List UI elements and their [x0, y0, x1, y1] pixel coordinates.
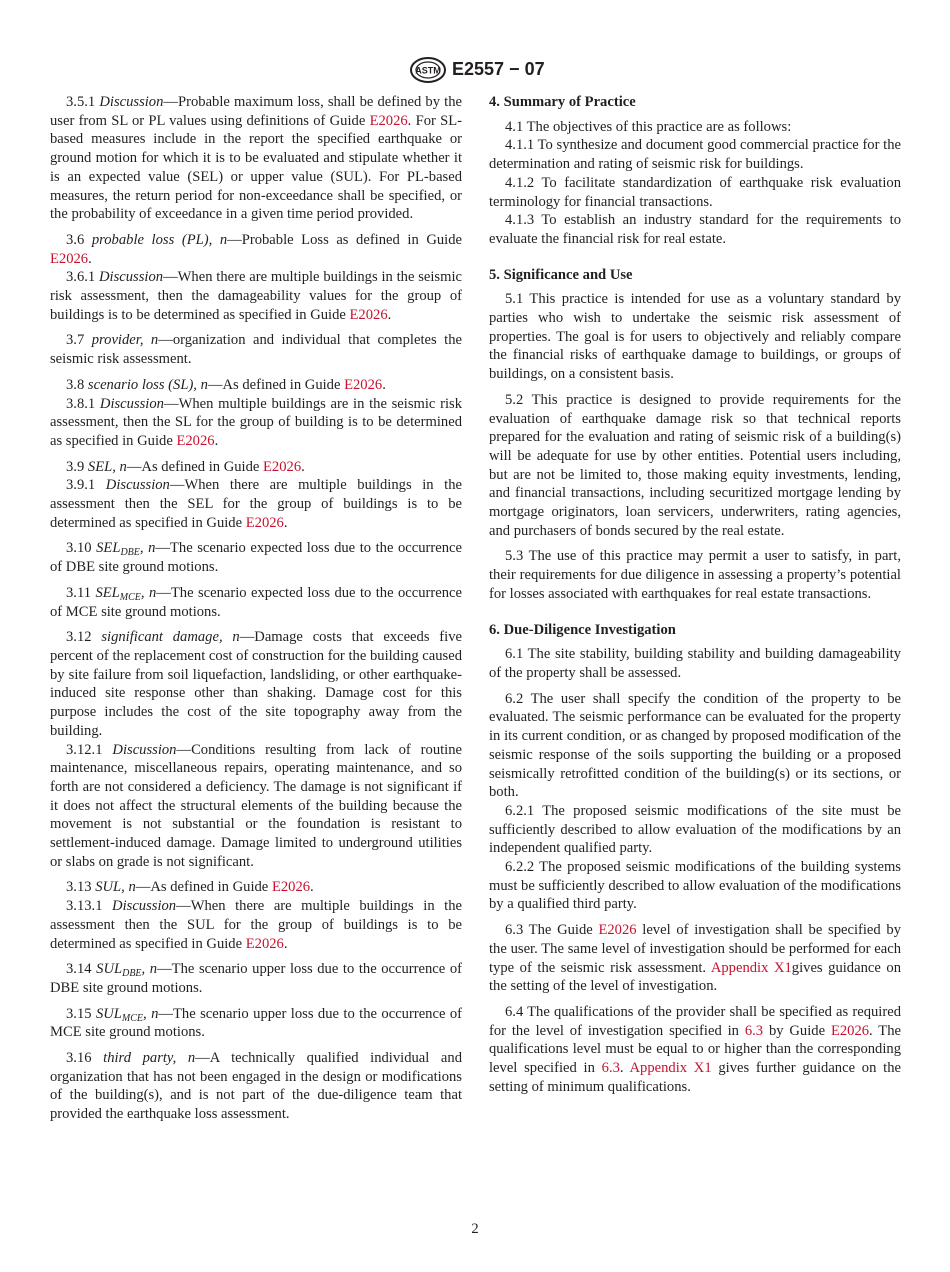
- link-e2026[interactable]: E2026: [369, 112, 408, 129]
- para-4-1-3: 4.1.3 To establish an industry standard for the requirements to evaluate the financial risk for real estate.: [489, 212, 901, 247]
- para-5-3: 5.3 The use of this practice may permit a user to satisfy, in part, their requirements for due diligence in assessing a property’s potential for losses associated with earthquakes for real estate transactions.: [489, 548, 901, 602]
- page-header: [0, 57, 950, 85]
- link-appendix-x1[interactable]: Appendix X1: [710, 959, 792, 976]
- section-heading-6: 6. Due-Diligence Investigation: [489, 621, 676, 638]
- para-5-2: 5.2 This practice is designed to provide requirements for the evaluation of earthquake damage risk so that technical reports prepared for the evaluation and rating of seismic risk of a building(s) will be adequate for use by other entities. Potential users including, but are not be limited to, those making equity investments, lending, and financial transactions, including securitized mortgage lending by mortgage originators, loan servicers, underwriters, rating agencies, and purchasers of bonds secured by the real estate.: [489, 391, 901, 539]
- link-e2026[interactable]: E2026: [830, 1022, 870, 1039]
- link-section-6-3[interactable]: 6.3: [744, 1022, 764, 1039]
- left-column: [50, 93, 462, 1124]
- para-3-9-1: 3.9.1 Discussion—When there are multiple buildings in the assessment then the SEL for the group of buildings is to be determined as specified in Guide E2026.: [50, 477, 462, 531]
- right-column: [489, 93, 901, 1096]
- para-6-4: 6.4 The qualifications of the provider shall be specified as required for the level of investigation specified in 6.3 by Guide E2026. The qualifications level must be equal to or higher than the corresponding level specified in 6.3. Appendix X1 gives further guidance on the setting of minimum qualifications.: [489, 1003, 901, 1095]
- para-4-1: 4.1 The objectives of this practice are as follows:: [505, 118, 792, 135]
- para-3-6-1: 3.6.1 Discussion—When there are multiple buildings in the seismic risk assessment, then the damageability values for the group of buildings is to be determined as specified in Guide E2026.: [50, 269, 462, 323]
- para-6-2: 6.2 The user shall specify the condition of the property to be evaluated. The seismic performance can be evaluated for the property in its current condition, or as changed by proposed modification of the seismic response of the soils supporting the building or a proposed seismically retrofitted condition of the building(s) or its sections, or both.: [489, 690, 901, 801]
- para-6-3: 6.3 The Guide E2026 level of investigation shall be specified by the user. The same level of investigation should be performed for each type of the seismic risk assessment. Appendix X1gives guidance on the setting of the level of investigation.: [489, 922, 901, 995]
- section-heading-4: 4. Summary of Practice: [489, 94, 636, 110]
- para-3-13: 3.13 SUL, n—As defined in Guide E2026.: [66, 879, 314, 896]
- para-3-5-1: 3.5.1 Discussion—Probable maximum loss, shall be defined by the user from SL or PL values using definitions of Guide E2026. For SL-based measures include in the report the specified earthquake or ground motion for which it is to be evaluated and stipulate whether it is an expected value (SEL) or upper value (SUL). For PL-based measures, the return period for non-exceedance shall be specified, or the probability of exceedance in a given time period provided.: [50, 94, 463, 223]
- para-3-9: 3.9 SEL, n—As defined in Guide E2026.: [66, 458, 305, 475]
- para-6-2-1: 6.2.1 The proposed seismic modifications of the site must be sufficiently described to allow evaluation of the modifications by an independent qualified party.: [489, 802, 901, 857]
- para-6-1: 6.1 The site stability, building stability and building damageability of the property shall be assessed.: [489, 646, 901, 681]
- para-3-12-1: 3.12.1 Discussion—Conditions resulting from lack of routine maintenance, miscellaneous repairs, operating maintenance, and so forth are not considered a deficiency. The damage is not significant if it does not affect the structural elements of the building because the movement is not substantial or the foundation is resistant to settlement-induced damage. Damage limited to underground utilities or slabs on grade is not significant.: [50, 741, 463, 870]
- page-number: 2: [471, 1221, 479, 1237]
- link-e2026[interactable]: E2026: [176, 432, 215, 449]
- link-e2026[interactable]: E2026: [245, 935, 284, 952]
- document-designation: E2557 − 07: [452, 59, 545, 79]
- astm-logo-icon: [408, 57, 448, 83]
- link-e2026[interactable]: E2026: [245, 514, 284, 531]
- para-3-7: 3.7 provider, n—organization and individual that completes the seismic risk assessment.: [50, 332, 462, 368]
- link-e2026[interactable]: E2026: [598, 922, 637, 939]
- para-6-2-2: 6.2.2 The proposed seismic modifications of the building systems must be sufficiently described to allow evaluation of the modifications by a qualified third party.: [489, 859, 901, 913]
- para-3-11: 3.11 $SEL_{MCE}$, n—The scenario expected loss due to the occurrence of MCE site ground motions.: [50, 584, 463, 620]
- link-section-6-3[interactable]: 6.3: [601, 1060, 620, 1077]
- para-3-15: 3.15 $SUL_{MCE}$, n—The scenario upper loss due to the occurrence of MCE site ground motions.: [50, 1005, 463, 1041]
- para-3-10: 3.10 $SEL_{DBE}$, n—The scenario expected loss due to the occurrence of DBE site ground motions.: [50, 540, 462, 576]
- link-e2026[interactable]: E2026: [50, 250, 89, 267]
- para-5-1: 5.1 This practice is intended for use as a voluntary standard by parties who wish to undertake the seismic risk assessment of properties. The goal is for users to objectively and reliably compare the financial risks of earthquake damage to buildings, or groups of buildings, on a consistent basis.: [489, 291, 901, 383]
- para-3-14: 3.14 $SUL_{DBE}$, n—The scenario upper loss due to the occurrence of DBE site ground motions.: [50, 961, 462, 996]
- para-3-6: 3.6 probable loss (PL), n—Probable Loss as defined in Guide E2026.: [50, 231, 462, 267]
- section-heading-5: 5. Significance and Use: [489, 266, 633, 283]
- link-e2026[interactable]: E2026: [271, 879, 311, 896]
- para-3-12: 3.12 significant damage, n—Damage costs that exceeds five percent of the replacement cost of construction for the building caused by site failure from soil liquefaction, landsliding, or other earthquake-induced site response other than shaking. Damage cost for this purpose includes the cost of the site topography away from the building.: [50, 629, 462, 739]
- link-appendix-x1[interactable]: Appendix X1: [629, 1060, 712, 1077]
- para-3-8-1: 3.8.1 Discussion—When multiple buildings are in the seismic risk assessment, then the SL for the group of building is to be determined as specified in Guide E2026.: [50, 395, 462, 449]
- astm-logo-text: ASTM: [415, 65, 441, 76]
- para-3-8: 3.8 scenario loss (SL), n—As defined in Guide E2026.: [66, 376, 386, 393]
- link-e2026[interactable]: E2026: [263, 458, 302, 475]
- para-3-16: 3.16 third party, n—A technically qualified individual and organization that has not been engaged in the design or modifications of the building(s), and is not part of the due-diligence team that provided the earthquake loss assessment.: [50, 1050, 462, 1123]
- link-e2026[interactable]: E2026: [344, 376, 383, 393]
- link-e2026[interactable]: E2026: [349, 306, 388, 323]
- para-4-1-1: 4.1.1 To synthesize and document good commercial practice for the determination and rating of seismic risk for buildings.: [489, 137, 901, 173]
- para-3-13-1: 3.13.1 Discussion—When there are multiple buildings in the assessment then the SUL for the group of buildings is to be determined as specified in Guide E2026.: [50, 898, 462, 952]
- para-4-1-2: 4.1.2 To facilitate standardization of earthquake risk evaluation terminology for financial transactions.: [489, 174, 901, 210]
